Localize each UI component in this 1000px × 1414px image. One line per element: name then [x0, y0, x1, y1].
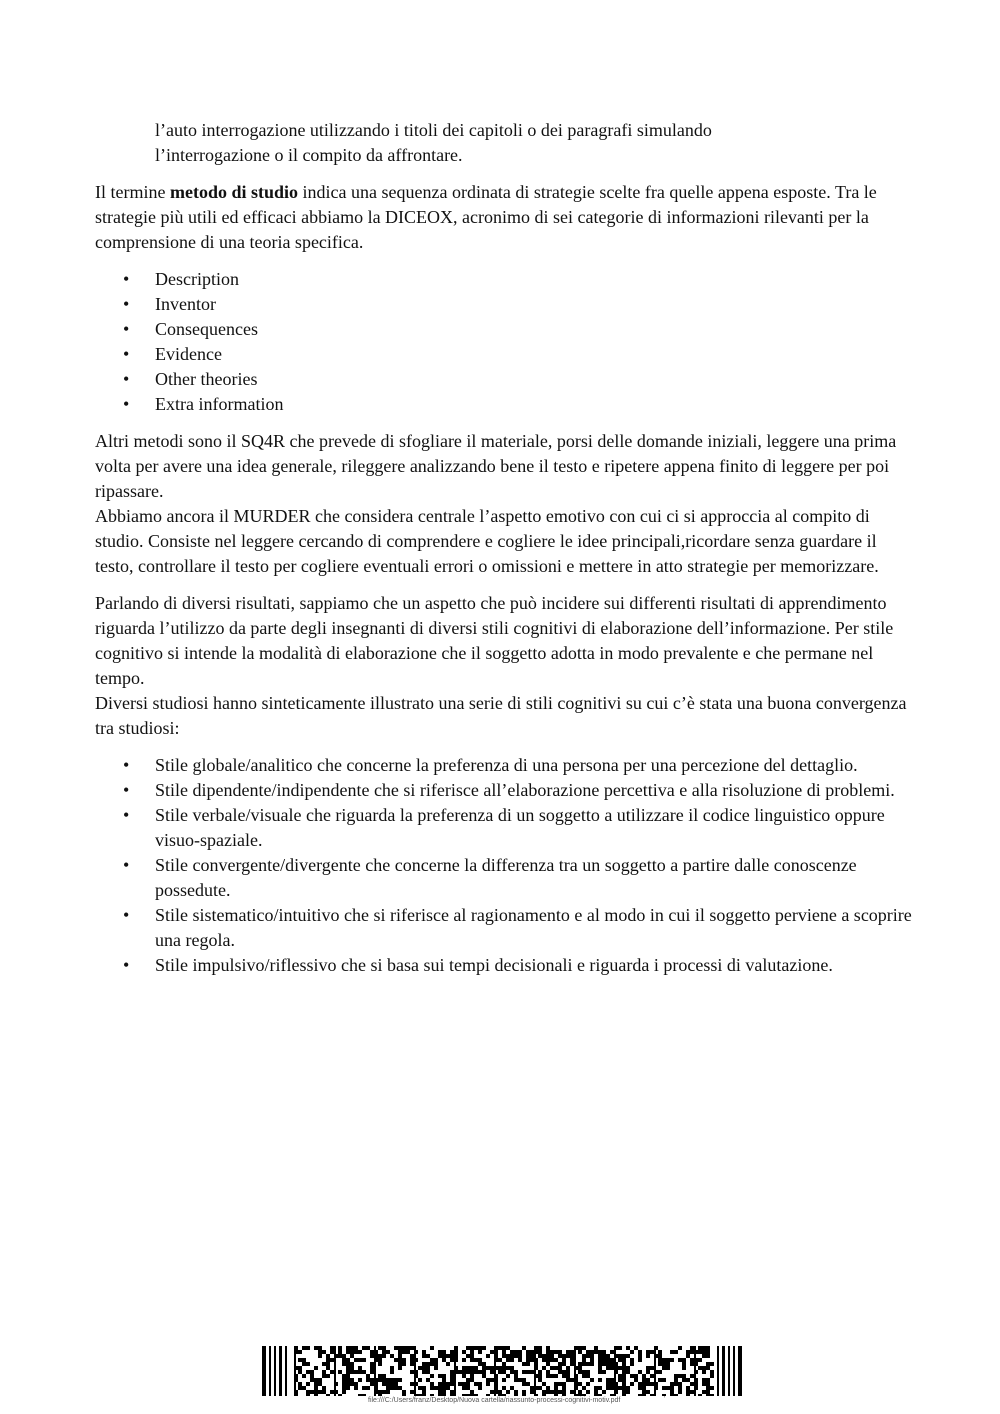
- list-item-text: Other theories: [155, 369, 258, 389]
- barcode-graphic: [262, 1346, 742, 1396]
- bullet-icon: •: [123, 905, 130, 925]
- list-item: [95, 903, 915, 953]
- list-item-text: Stile impulsivo/riflessivo che si basa sui tempi decisionali e riguarda i processi di valutazione.: [155, 955, 833, 975]
- bullet-icon: •: [123, 780, 130, 800]
- list-item-text: Extra information: [155, 394, 284, 414]
- murder-paragraph: Abbiamo ancora il MURDER che considera centrale l’aspetto emotivo con cui ci si approccia al compito di studio. Consiste nel leggere cercando di comprendere e cogliere le idee principali,ricordare senza guardare il testo, controllare il testo per cogliere eventuali errori o omissioni e mettere in atto strategie per memorizzare.: [95, 506, 879, 576]
- list-item: [95, 267, 915, 292]
- barcode: [262, 1346, 742, 1396]
- list-item: [95, 778, 915, 803]
- bullet-icon: •: [123, 394, 130, 414]
- footer-file-path: file:///C:/Users/franz/Desktop/Nuova cartella/riassunto-processi-cognitivi-motiv.pdf: [368, 1397, 621, 1404]
- list-item: [95, 753, 915, 778]
- bullet-icon: •: [123, 269, 130, 289]
- list-item-text: Stile dipendente/indipendente che si riferisce all’elaborazione percettiva e alla risoluzione di problemi.: [155, 780, 895, 800]
- list-item-text: Inventor: [155, 294, 216, 314]
- list-item: [95, 392, 915, 417]
- bullet-icon: •: [123, 344, 130, 364]
- results-paragraph: Parlando di diversi risultati, sappiamo che un aspetto che può incidere sui differenti risultati di apprendimento riguarda l’utilizzo da parte degli insegnanti di diversi stili cognitivi di elaborazione dell’informazione. Per stile cognitivo si intende la modalità di elaborazione che il soggetto adotta in modo prevalente e che permane nel tempo.: [95, 593, 894, 688]
- bullet-icon: •: [123, 955, 130, 975]
- diceox-list: [95, 267, 915, 417]
- method-term: metodo di studio: [169, 182, 299, 202]
- intro-line-1: l’auto interrogazione utilizzando i titoli dei capitoli o dei paragrafi simulando: [155, 120, 712, 140]
- list-item-text: Stile sistematico/intuitivo che si riferisce al ragionamento e al modo in cui il soggetto perviene a scoprire una regola.: [155, 905, 912, 950]
- list-item: [95, 292, 915, 317]
- list-item-text: Description: [155, 269, 239, 289]
- bullet-icon: •: [123, 805, 130, 825]
- bullet-icon: •: [123, 319, 130, 339]
- list-item: [95, 853, 915, 903]
- list-item: [95, 317, 915, 342]
- list-item: [95, 367, 915, 392]
- bullet-icon: •: [123, 294, 130, 314]
- sq4r-paragraph: Altri metodi sono il SQ4R che prevede di sfogliare il materiale, porsi delle domande iniziali, leggere una prima volta per avere una idea generale, rileggere analizzando bene il testo e ripetere appena finito di leggere per poi ripassare.: [95, 431, 897, 501]
- list-item: [95, 342, 915, 367]
- list-item-text: Evidence: [155, 344, 222, 364]
- styles-intro-paragraph: Diversi studiosi hanno sinteticamente illustrato una serie di stili cognitivi su cui c’è stata una buona convergenza tra studiosi:: [95, 693, 907, 738]
- bullet-icon: •: [123, 369, 130, 389]
- method-post: indica una sequenza ordinata di strategie scelte fra quelle appena esposte. Tra le strategie più utili ed efficaci abbiamo la DICEOX, acronimo di sei categorie di informazioni rilevanti per la comprensione di una teoria specifica.: [95, 182, 877, 252]
- list-item-text: Stile globale/analitico che concerne la preferenza di una persona per una percezione del dettaglio.: [155, 755, 858, 775]
- list-item-text: Consequences: [155, 319, 258, 339]
- document-body: [95, 118, 915, 978]
- list-item-text: Stile convergente/divergente che concerne la differenza tra un soggetto a partire dalle conoscenze possedute.: [155, 855, 857, 900]
- intro-line-2: l’interrogazione o il compito da affrontare.: [155, 145, 463, 165]
- styles-list: [95, 753, 915, 978]
- list-item: [95, 953, 915, 978]
- list-item: [95, 803, 915, 853]
- list-item-text: Stile verbale/visuale che riguarda la preferenza di un soggetto a utilizzare il codice linguistico oppure visuo-spaziale.: [155, 805, 885, 850]
- footer-mark: ': [664, 1396, 666, 1403]
- bullet-icon: •: [123, 855, 130, 875]
- method-pre: Il termine: [95, 182, 170, 202]
- method-paragraph: [95, 180, 915, 255]
- bullet-icon: •: [123, 755, 130, 775]
